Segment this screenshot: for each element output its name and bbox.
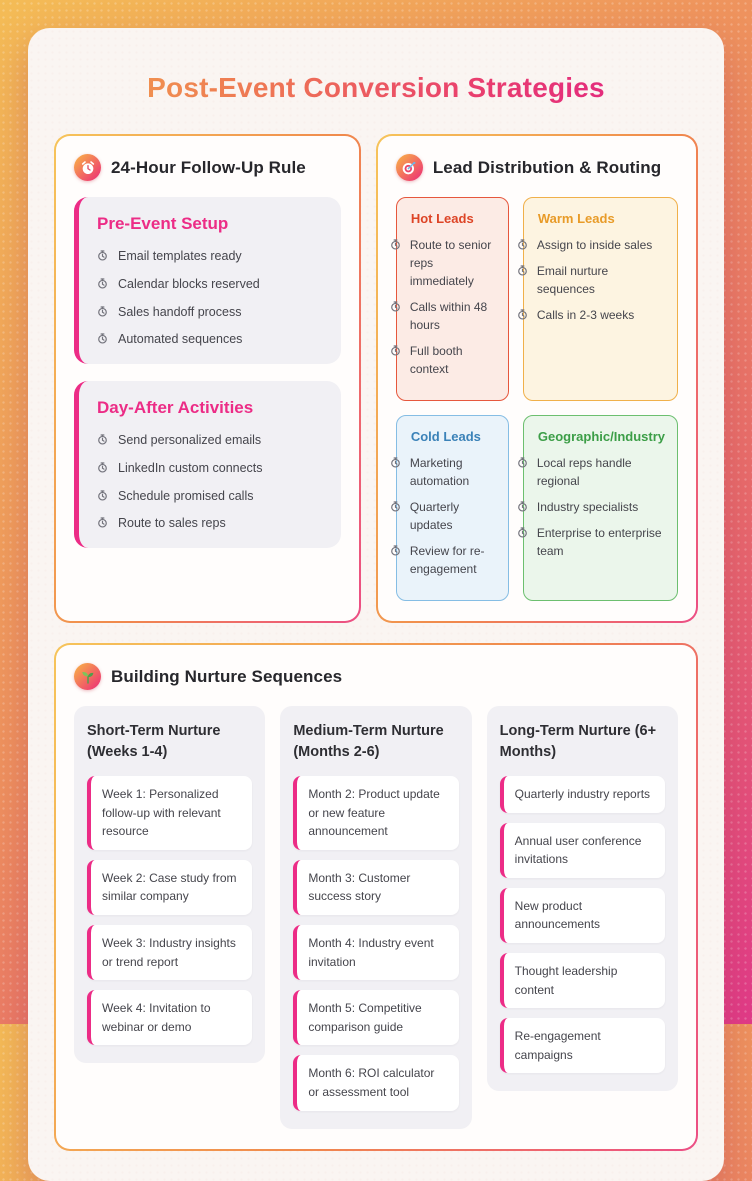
stopwatch-icon [390, 501, 401, 512]
nurture-item: Week 2: Case study from similar company [87, 860, 252, 915]
cold-leads-box [396, 415, 509, 601]
stopwatch-icon [517, 501, 528, 512]
nurture-item: Week 1: Personalized follow-up with relevant resource [87, 776, 252, 850]
pre-event-setup-section [74, 197, 341, 364]
top-section [54, 134, 698, 623]
list-item: Send personalized emails [97, 431, 325, 450]
column-title: Short-Term Nurture (Weeks 1-4) [87, 723, 221, 761]
box-title: Cold Leads [410, 429, 481, 444]
list-item: Calls within 48 hours [411, 298, 496, 334]
hot-leads-box [396, 197, 509, 401]
list-item: Route to senior reps immediately [411, 236, 496, 290]
followup-card [54, 134, 361, 623]
stopwatch-icon [517, 265, 528, 276]
nurture-item: Thought leadership content [500, 953, 665, 1008]
seedling-icon [74, 663, 101, 690]
followup-card-title: 24-Hour Follow-Up Rule [111, 157, 306, 177]
stopwatch-icon [97, 434, 108, 445]
nurture-item: Annual user conference invitations [500, 823, 665, 878]
stopwatch-icon [97, 306, 108, 317]
lead-boxes [396, 197, 678, 601]
section-title: Pre-Event Setup [97, 214, 229, 233]
list-item: Automated sequences [97, 330, 325, 349]
routing-card-title: Lead Distribution & Routing [432, 157, 662, 177]
stopwatch-icon [517, 239, 528, 250]
poster-container [28, 28, 724, 1181]
nurture-card [54, 643, 698, 1151]
stopwatch-icon [390, 345, 401, 356]
short-term-column [74, 706, 265, 1063]
long-term-column [487, 706, 678, 1091]
list-item: Enterprise to enterprise team [538, 524, 665, 560]
stopwatch-icon [97, 517, 108, 528]
list-item: Email templates ready [97, 247, 325, 266]
nurture-item: Month 2: Product update or new feature announcement [293, 776, 458, 850]
column-title: Long-Term Nurture (6+ Months) [499, 723, 657, 761]
stopwatch-icon [97, 250, 108, 261]
day-after-activities-list [97, 431, 325, 533]
list-item: Schedule promised calls [97, 487, 325, 506]
followup-card-header [74, 154, 341, 181]
stopwatch-icon [390, 239, 401, 250]
list-item: Assign to inside sales [538, 236, 665, 254]
nurture-card-header [74, 663, 678, 690]
geographic-industry-box [523, 415, 678, 601]
stopwatch-icon [390, 545, 401, 556]
alarm-clock-icon [74, 154, 101, 181]
warm-leads-box [523, 197, 678, 401]
list-item: Marketing automation [411, 454, 496, 490]
stopwatch-icon [97, 278, 108, 289]
list-item: Calls in 2-3 weeks [538, 306, 665, 324]
list-item: Full booth context [411, 342, 496, 378]
stopwatch-icon [517, 527, 528, 538]
medium-term-column [280, 706, 471, 1129]
list-item: Review for re-engagement [411, 542, 496, 578]
nurture-item: Month 4: Industry event invitation [293, 925, 458, 980]
nurture-item: Month 5: Competitive comparison guide [293, 990, 458, 1045]
stopwatch-icon [517, 309, 528, 320]
nurture-item: Quarterly industry reports [500, 776, 665, 813]
stopwatch-icon [97, 462, 108, 473]
nurture-item: Re-engagement campaigns [500, 1018, 665, 1073]
pre-event-setup-list [97, 247, 325, 349]
routing-card [376, 134, 698, 623]
list-item: Quarterly updates [411, 498, 496, 534]
target-icon [396, 154, 423, 181]
list-item: Route to sales reps [97, 514, 325, 533]
stopwatch-icon [97, 490, 108, 501]
box-title: Hot Leads [410, 211, 474, 226]
list-item: Calendar blocks reserved [97, 275, 325, 294]
list-item: Sales handoff process [97, 303, 325, 322]
nurture-card-title: Building Nurture Sequences [111, 666, 343, 686]
routing-card-header [396, 154, 678, 181]
day-after-activities-section [74, 381, 341, 548]
stopwatch-icon [390, 457, 401, 468]
nurture-columns [74, 706, 678, 1129]
list-item: LinkedIn custom connects [97, 459, 325, 478]
stopwatch-icon [390, 301, 401, 312]
list-item: Email nurture sequences [538, 262, 665, 298]
nurture-item: Month 6: ROI calculator or assessment tool [293, 1055, 458, 1110]
stopwatch-icon [97, 333, 108, 344]
list-item: Local reps handle regional [538, 454, 665, 490]
list-item: Industry specialists [538, 498, 665, 516]
nurture-item: Week 4: Invitation to webinar or demo [87, 990, 252, 1045]
nurture-item: Month 3: Customer success story [293, 860, 458, 915]
box-title: Geographic/Industry [537, 429, 665, 444]
section-title: Day-After Activities [97, 398, 254, 417]
nurture-item: Week 3: Industry insights or trend report [87, 925, 252, 980]
nurture-item: New product announcements [500, 888, 665, 943]
column-title: Medium-Term Nurture (Months 2-6) [293, 723, 444, 761]
stopwatch-icon [517, 457, 528, 468]
box-title: Warm Leads [537, 211, 615, 226]
page-title: Post-Event Conversion Strategies [54, 72, 698, 104]
